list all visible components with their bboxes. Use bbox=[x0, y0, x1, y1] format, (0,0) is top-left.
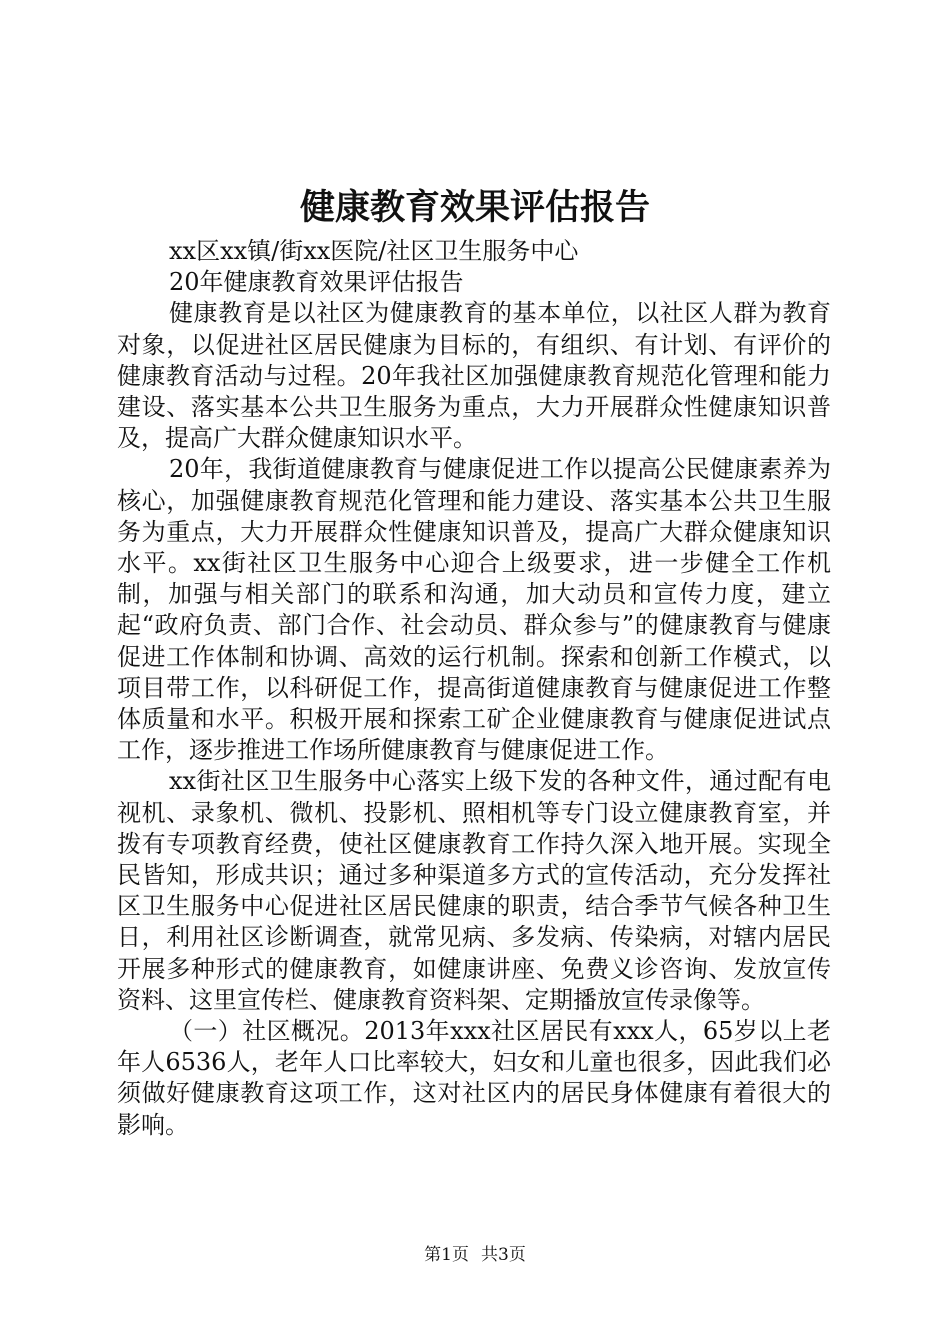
header-line-organization: xx区xx镇/街xx医院/社区卫生服务中心 bbox=[169, 237, 579, 265]
header-line-report-name: 20年健康教育效果评估报告 bbox=[169, 268, 464, 297]
body-paragraph: （一）社区概况。2013年xxx社区居民有xxx人，65岁以上老年人6536人，老年人口比率较大，妇女和儿童也很多，因此我们必须做好健康教育这项工作，这对社区内的居民身体健康有着很大的影响。 bbox=[117, 1017, 831, 1139]
body-paragraph: 20年，我街道健康教育与健康促进工作以提高公民健康素养为核心，加强健康教育规范化管理和能力建设、落实基本公共卫生服务为重点，大力开展群众性健康知识普及，提高广大群众健康知识水平。xx街社区卫生服务中心迎合上级要求，进一步健全工作机制，加强与相关部门的联系和沟通，加大动员和宣传力度，建立起“政府负责、部门合作、社会动员、群众参与”的健康教育与健康促进工作体制和协调、高效的运行机制。探索和创新工作模式，以项目带工作，以科研促工作，提高街道健康教育与健康促进工作整体质量和水平。积极开展和探索工矿企业健康教育与健康促进试点工作，逐步推进工作场所健康教育与健康促进工作。 bbox=[117, 455, 831, 765]
document-title: 健康教育效果评估报告 bbox=[299, 187, 650, 228]
body-paragraph: xx街社区卫生服务中心落实上级下发的各种文件，通过配有电视机、录象机、微机、投影机、照相机等专门设立健康教育室，并拨有专项教育经费，使社区健康教育工作持久深入地开展。实现全民皆知，形成共识；通过多种渠道多方式的宣传活动，充分发挥社区卫生服务中心促进社区居民健康的职责，结合季节气候各种卫生日，利用社区诊断调查，就常见病、多发病、传染病，对辖内居民开展多种形式的健康教育，如健康讲座、免费义诊咨询、发放宣传资料、这里宣传栏、健康教育资料架、定期播放宣传录像等。 bbox=[117, 767, 831, 1014]
page-footer bbox=[0, 1245, 950, 1265]
body-paragraph: 健康教育是以社区为健康教育的基本单位，以社区人群为教育对象，以促进社区居民健康为目标的，有组织、有计划、有评价的健康教育活动与过程。20年我社区加强健康教育规范化管理和能力建设、落实基本公共卫生服务为重点，大力开展群众性健康知识普及，提高广大群众健康知识水平。 bbox=[117, 299, 831, 453]
document-body bbox=[117, 236, 831, 1141]
page-total: 共3页 bbox=[481, 1245, 526, 1265]
page-number: 第1页 bbox=[424, 1245, 469, 1265]
